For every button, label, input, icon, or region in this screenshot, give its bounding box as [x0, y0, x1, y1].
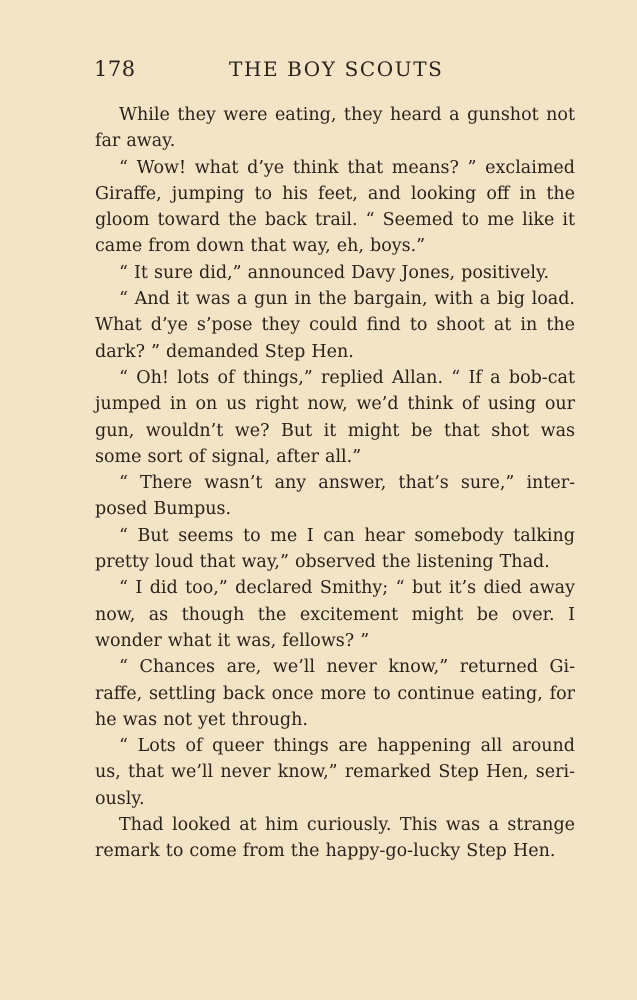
running-title: THE BOY SCOUTS: [229, 57, 444, 81]
paragraph: “ Oh! lots of things,” replied Allan. “ If a bob-cat jumped in on us right now, we’d think of using our gun, wouldn’t we? But it might be that shot was some sort of signal, after all.”: [95, 367, 575, 467]
paragraph: Thad looked at him curiously. This was a strange remark to come from the happy-go-lucky Step Hen.: [95, 815, 575, 862]
paragraph: “ Lots of queer things are happening all around us, that we’ll never know,” remarked Step Hen, seri-ously.: [95, 736, 575, 809]
paragraph: “ Wow! what d’ye think that means? ” exclaimed Giraffe, jumping to his feet, and looking off in the gloom toward the back trail. “ Seemed to me like it came from down that way, eh, boys.”: [95, 157, 575, 257]
paragraph: “ But seems to me I can hear somebody talking pretty loud that way,” observed the listening Thad.: [95, 525, 575, 573]
paragraph: “ I did too,” declared Smithy; “ but it’s died away now, as though the excitement might be over. I wonder what it was, fellows? ”: [95, 578, 575, 651]
page-number: 178: [94, 57, 136, 81]
paragraph: “ And it was a gun in the bargain, with a big load. What d’ye s’pose they could find to shoot at in the dark? ” demanded Step Hen.: [95, 289, 575, 362]
paragraph: “ There wasn’t any answer, that’s sure,” inter-posed Bumpus.: [95, 473, 575, 520]
body-text: [95, 102, 575, 865]
page-header: [94, 57, 574, 87]
paragraph: “ Chances are, we’ll never know,” returned Gi-raffe, settling back once more to continue eating, for he was not yet through.: [95, 657, 575, 730]
paragraph: “ It sure did,” announced Davy Jones, positively.: [119, 262, 550, 283]
paragraph: While they were eating, they heard a gunshot not far away.: [95, 105, 575, 152]
